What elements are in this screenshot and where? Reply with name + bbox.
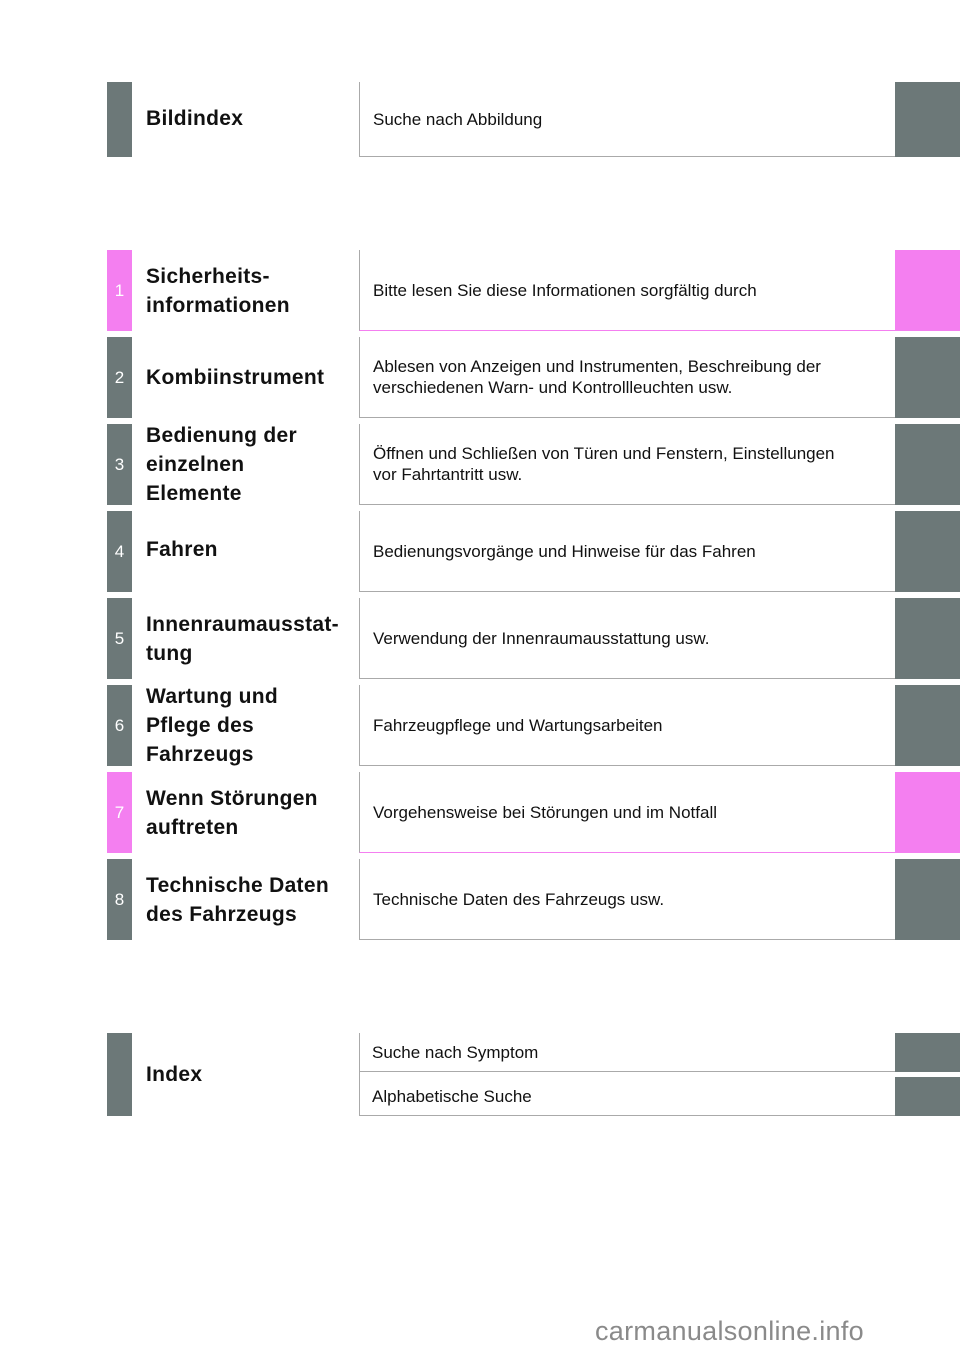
chapter-description: Bedienungsvorgänge und Hinweise für das Fahren bbox=[359, 511, 895, 592]
chapter-row[interactable] bbox=[0, 337, 960, 418]
header-left-bar bbox=[107, 82, 132, 157]
chapter-title: Bedienung der einzelnen Elemente bbox=[146, 424, 297, 505]
chapter-tab[interactable] bbox=[895, 511, 960, 592]
chapter-row[interactable] bbox=[0, 511, 960, 592]
index-tab-alphabetical[interactable] bbox=[895, 1077, 960, 1116]
chapter-number-bar: 2 bbox=[107, 337, 132, 418]
chapter-tab[interactable] bbox=[895, 424, 960, 505]
chapter-tab[interactable] bbox=[895, 772, 960, 853]
chapter-row[interactable] bbox=[0, 250, 960, 331]
header-description: Suche nach Abbildung bbox=[359, 82, 895, 157]
chapter-title: Technische Daten des Fahrzeugs bbox=[146, 873, 329, 926]
chapter-number-bar: 3 bbox=[107, 424, 132, 505]
chapter-description: Fahrzeugpflege und Wartungsarbeiten bbox=[359, 685, 895, 766]
chapter-row[interactable] bbox=[0, 859, 960, 940]
chapter-description: Verwendung der Innenraumausstattung usw. bbox=[359, 598, 895, 679]
index-entry-alphabetical[interactable]: Alphabetische Suche bbox=[360, 1077, 895, 1116]
chapter-description: Ablesen von Anzeigen und Instrumenten, Beschreibung der verschiedenen Warn- und Kontrollleuchten usw. bbox=[359, 337, 895, 418]
index-entry-symptom[interactable]: Suche nach Symptom bbox=[360, 1033, 895, 1072]
chapter-title: Kombiinstrument bbox=[146, 366, 325, 389]
chapter-number-bar: 4 bbox=[107, 511, 132, 592]
chapter-tab[interactable] bbox=[895, 598, 960, 679]
chapter-row[interactable] bbox=[0, 772, 960, 853]
chapter-description: Technische Daten des Fahrzeugs usw. bbox=[359, 859, 895, 940]
chapter-row[interactable] bbox=[0, 685, 960, 766]
chapter-row[interactable] bbox=[0, 598, 960, 679]
index-title: Index bbox=[146, 1063, 203, 1086]
chapter-tab[interactable] bbox=[895, 859, 960, 940]
chapter-tab[interactable] bbox=[895, 337, 960, 418]
chapter-number-bar: 6 bbox=[107, 685, 132, 766]
chapter-title: Sicherheits- informationen bbox=[146, 264, 290, 317]
chapter-title: Fahren bbox=[146, 538, 218, 561]
index-block bbox=[0, 1033, 960, 1116]
index-left-bar bbox=[107, 1033, 132, 1116]
header-title: Bildindex bbox=[146, 107, 244, 130]
chapter-number-bar: 7 bbox=[107, 772, 132, 853]
chapter-title: Wartung und Pflege des Fahrzeugs bbox=[146, 685, 278, 766]
chapter-title: Wenn Störungen auftreten bbox=[146, 786, 318, 839]
index-tab-symptom[interactable] bbox=[895, 1033, 960, 1072]
chapter-title: Innenraumausstat- tung bbox=[146, 612, 339, 665]
chapter-number-bar: 8 bbox=[107, 859, 132, 940]
chapter-description: Bitte lesen Sie diese Informationen sorgfältig durch bbox=[359, 250, 895, 331]
header-tab[interactable] bbox=[895, 82, 960, 157]
chapter-description: Vorgehensweise bei Störungen und im Notfall bbox=[359, 772, 895, 853]
chapter-description: Öffnen und Schließen von Türen und Fenstern, Einstellungen vor Fahrtantritt usw. bbox=[359, 424, 895, 505]
chapter-number-bar: 5 bbox=[107, 598, 132, 679]
chapter-tab[interactable] bbox=[895, 250, 960, 331]
watermark: carmanualsonline.info bbox=[595, 1316, 864, 1346]
chapter-row[interactable] bbox=[0, 424, 960, 505]
chapter-number-bar: 1 bbox=[107, 250, 132, 331]
chapter-tab[interactable] bbox=[895, 685, 960, 766]
header-row[interactable] bbox=[0, 82, 960, 157]
